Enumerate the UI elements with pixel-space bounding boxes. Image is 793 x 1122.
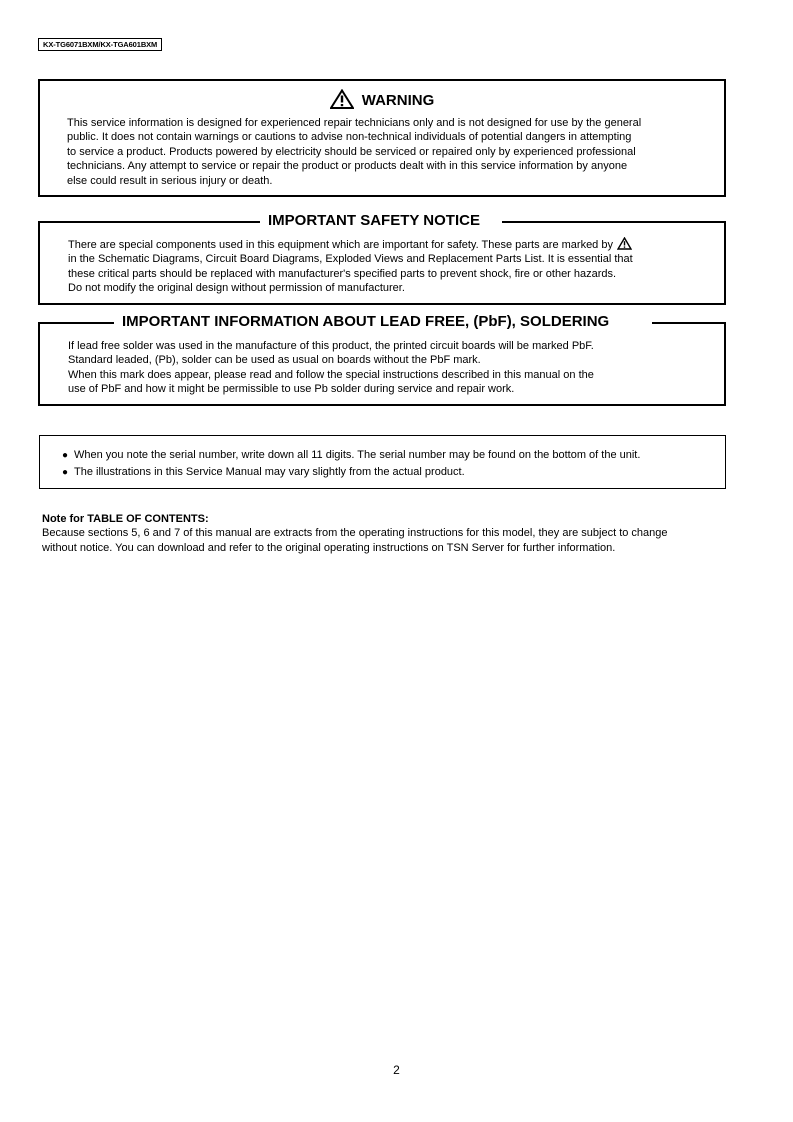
lead-free-title: IMPORTANT INFORMATION ABOUT LEAD FREE, (PbF), SOLDERING [122, 313, 610, 330]
warning-line: public. It does not contain warnings or cautions to advise non-technical individuals of potential dangers in attempting [67, 131, 632, 144]
safety-notice-line: these critical parts should be replaced with manufacturer's specified parts to prevent shock, fire or other hazards. [68, 267, 617, 280]
warning-triangle-icon [617, 237, 632, 250]
safety-notice-line: Do not modify the original design without permission of manufacturer. [68, 282, 405, 295]
list-item [62, 447, 640, 464]
toc-note-line: Because sections 5, 6 and 7 of this manual are extracts from the operating instructions for this model, they are subject to change [42, 527, 668, 540]
bullet: ● [62, 450, 69, 461]
safety-notice-text [68, 237, 633, 296]
lead-free-text [68, 339, 594, 397]
toc-note-heading: Note for TABLE OF CONTENTS: [42, 513, 209, 525]
page-number: 2 [393, 1063, 400, 1077]
warning-text [67, 116, 641, 188]
lead-free-box [38, 313, 726, 406]
safety-notice-line-text: There are special components used in this equipment which are important for safety. These parts are marked by [68, 239, 613, 251]
warning-line: else could result in serious injury or death. [67, 174, 273, 187]
warning-triangle-icon [330, 89, 354, 109]
warning-heading [40, 89, 724, 109]
lead-free-line: use of PbF and how it might be permissible to use Pb solder during service and repair work. [68, 383, 515, 396]
safety-notice-line: in the Schematic Diagrams, Circuit Board Diagrams, Exploded Views and Replacement Parts List. It is essential that [68, 253, 633, 266]
warning-line: This service information is designed for experienced repair technicians only and is not designed for use by the general [67, 117, 642, 129]
lead-free-line: If lead free solder was used in the manufacture of this product, the printed circuit boards will be marked PbF. [68, 340, 594, 352]
list-item [62, 464, 640, 481]
model-number-tag: KX-TG6071BXM/KX-TGA601BXM [38, 38, 162, 51]
safety-notice-title: IMPORTANT SAFETY NOTICE [268, 212, 480, 229]
notes-box [39, 435, 726, 489]
notes-list [62, 447, 640, 481]
warning-title: WARNING [361, 92, 435, 109]
note-text: The illustrations in this Service Manual may vary slightly from the actual product. [74, 466, 465, 478]
safety-notice-box [38, 212, 726, 305]
bullet: ● [62, 467, 69, 478]
safety-notice-line [68, 237, 633, 252]
toc-note-line: without notice. You can download and refer to the original operating instructions on TSN Server for further information. [42, 541, 616, 554]
warning-line: to service a product. Products powered by electricity should be serviced or repaired only by experienced professional [67, 145, 636, 158]
warning-line: technicians. Any attempt to service or repair the product or products dealt with in this service information by anyone [67, 160, 628, 173]
note-text: When you note the serial number, write down all 11 digits. The serial number may be found on the bottom of the unit. [74, 449, 641, 461]
lead-free-line: Standard leaded, (Pb), solder can be used as usual on boards without the PbF mark. [68, 354, 481, 367]
warning-box [38, 79, 726, 197]
toc-note [42, 512, 668, 555]
lead-free-line: When this mark does appear, please read and follow the special instructions described in this manual on the [68, 368, 594, 381]
